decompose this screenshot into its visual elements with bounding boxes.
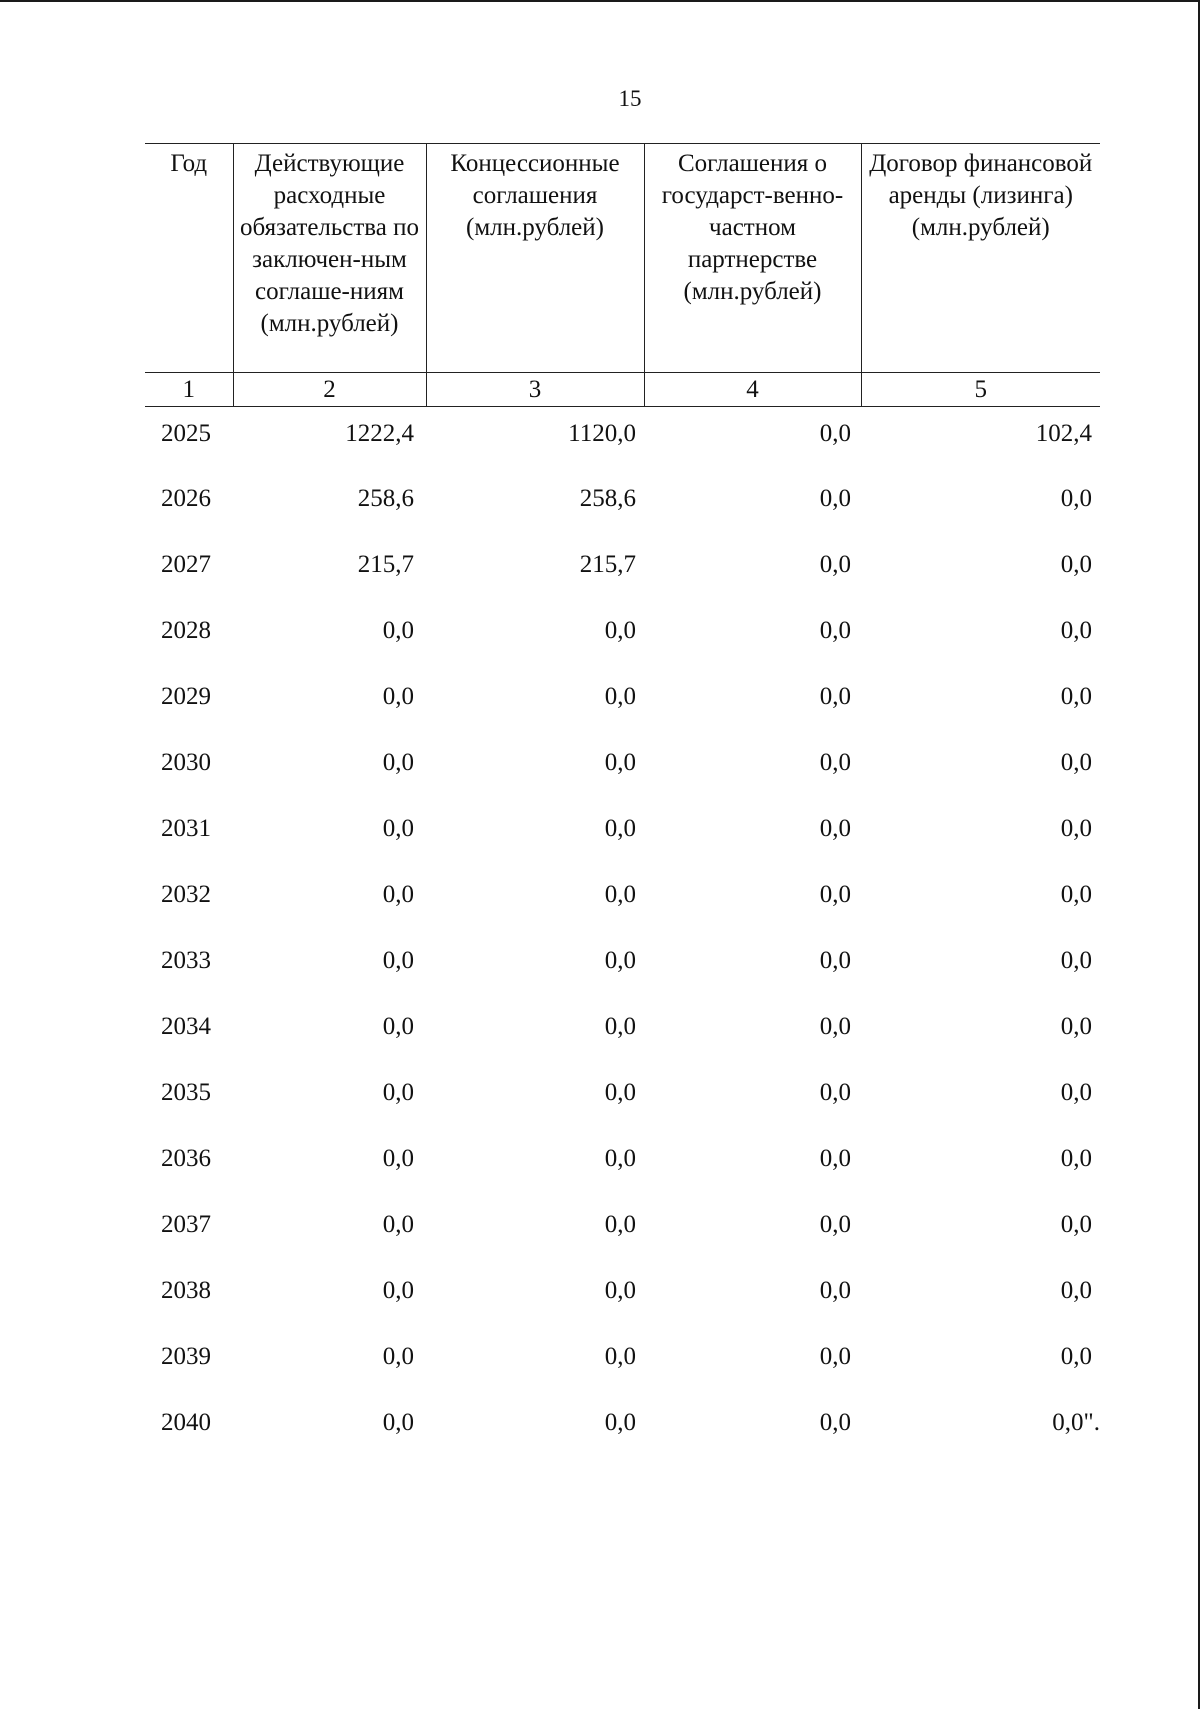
- ppp-cell: 0,0: [819, 1342, 851, 1370]
- year-cell: 2029: [161, 682, 211, 710]
- ppp-cell: 0,0: [819, 420, 851, 447]
- ppp-cell: 0,0: [819, 880, 851, 908]
- current-obligations-cell: 0,0: [382, 682, 414, 710]
- leasing-cell: 0,0: [1060, 748, 1092, 776]
- current-obligations-cell: 0,0: [382, 1078, 414, 1106]
- header-current-obligations: Действующие расходные обязательства по заключен-ным соглаше-ниям (млн.рублей): [233, 144, 426, 373]
- header-leasing-contract: Договор финансовой аренды (лизинга) (млн.рублей): [861, 144, 1100, 373]
- table-row: [145, 1199, 1100, 1265]
- ppp-cell: 0,0: [819, 1276, 851, 1304]
- concession-cell: 0,0: [604, 946, 636, 974]
- leasing-cell: 0,0: [1060, 1012, 1092, 1040]
- table-row: [145, 803, 1100, 869]
- concession-cell: 0,0: [604, 1210, 636, 1238]
- table-row: [145, 737, 1100, 803]
- leasing-cell: 0,0: [1060, 484, 1092, 512]
- ppp-cell: 0,0: [819, 1408, 851, 1436]
- year-cell: 2032: [161, 880, 211, 908]
- table-body: [145, 407, 1100, 1463]
- concession-cell: 0,0: [604, 682, 636, 710]
- concession-cell: 1120,0: [568, 420, 636, 447]
- year-cell: 2035: [161, 1078, 211, 1106]
- current-obligations-cell: 0,0: [382, 1342, 414, 1370]
- year-cell: 2037: [161, 1210, 211, 1238]
- current-obligations-cell: 0,0: [382, 1144, 414, 1172]
- table-row: [145, 1133, 1100, 1199]
- year-cell: 2028: [161, 616, 211, 644]
- table-row: [145, 1001, 1100, 1067]
- leasing-cell: 0,0: [1060, 682, 1092, 710]
- table-row: [145, 671, 1100, 737]
- year-cell: 2033: [161, 946, 211, 974]
- ppp-cell: 0,0: [819, 748, 851, 776]
- current-obligations-cell: 258,6: [357, 484, 414, 512]
- year-cell: 2027: [161, 550, 211, 578]
- table-row: [145, 473, 1100, 539]
- leasing-cell: 0,0: [1060, 616, 1092, 644]
- table-row: [145, 935, 1100, 1001]
- concession-cell: 0,0: [604, 748, 636, 776]
- concession-cell: 0,0: [604, 880, 636, 908]
- year-cell: 2030: [161, 748, 211, 776]
- ppp-cell: 0,0: [819, 1210, 851, 1238]
- leasing-cell: 0,0: [1060, 814, 1092, 842]
- concession-cell: 0,0: [604, 1078, 636, 1106]
- ppp-cell: 0,0: [819, 550, 851, 578]
- current-obligations-cell: 0,0: [382, 1210, 414, 1238]
- current-obligations-cell: 0,0: [382, 1408, 414, 1436]
- header-year: Год: [145, 144, 233, 373]
- column-number: 4: [644, 373, 861, 407]
- leasing-cell: 0,0: [1060, 1276, 1092, 1304]
- leasing-cell: 0,0".: [1052, 1408, 1100, 1436]
- concession-cell: 0,0: [604, 1408, 636, 1436]
- concession-cell: 0,0: [604, 1012, 636, 1040]
- table-row: [145, 1067, 1100, 1133]
- year-cell: 2039: [161, 1342, 211, 1370]
- year-cell: 2038: [161, 1276, 211, 1304]
- leasing-cell: 0,0: [1060, 1078, 1092, 1106]
- column-number-row: [145, 373, 1100, 407]
- column-number: 5: [861, 373, 1100, 407]
- year-cell: 2036: [161, 1144, 211, 1172]
- year-cell: 2031: [161, 814, 211, 842]
- concession-cell: 0,0: [604, 814, 636, 842]
- current-obligations-cell: 0,0: [382, 1012, 414, 1040]
- header-concession-agreements: Концессионные соглашения (млн.рублей): [426, 144, 644, 373]
- column-number: 2: [233, 373, 426, 407]
- concession-cell: 0,0: [604, 616, 636, 644]
- current-obligations-cell: 0,0: [382, 1276, 414, 1304]
- leasing-cell: 0,0: [1060, 880, 1092, 908]
- column-number: 3: [426, 373, 644, 407]
- table-row: [145, 539, 1100, 605]
- concession-cell: 258,6: [579, 484, 636, 512]
- ppp-cell: 0,0: [819, 1012, 851, 1040]
- current-obligations-cell: 0,0: [382, 946, 414, 974]
- table-row: [145, 407, 1100, 473]
- table-row: [145, 1331, 1100, 1397]
- year-cell: 2034: [161, 1012, 211, 1040]
- table-row: [145, 605, 1100, 671]
- ppp-cell: 0,0: [819, 946, 851, 974]
- column-number: 1: [145, 373, 233, 407]
- ppp-cell: 0,0: [819, 484, 851, 512]
- current-obligations-cell: 0,0: [382, 616, 414, 644]
- leasing-cell: 0,0: [1060, 550, 1092, 578]
- ppp-cell: 0,0: [819, 814, 851, 842]
- current-obligations-cell: 215,7: [357, 550, 414, 578]
- table-header-row: [145, 144, 1100, 373]
- current-obligations-cell: 0,0: [382, 748, 414, 776]
- current-obligations-cell: 1222,4: [345, 420, 414, 447]
- table-row: [145, 1397, 1100, 1463]
- table-row: [145, 869, 1100, 935]
- leasing-cell: 0,0: [1060, 946, 1092, 974]
- table-row: [145, 1265, 1100, 1331]
- ppp-cell: 0,0: [819, 616, 851, 644]
- leasing-cell: 0,0: [1060, 1342, 1092, 1370]
- concession-cell: 0,0: [604, 1342, 636, 1370]
- concession-cell: 215,7: [579, 550, 636, 578]
- year-cell: 2025: [161, 420, 211, 447]
- current-obligations-cell: 0,0: [382, 880, 414, 908]
- year-cell: 2026: [161, 484, 211, 512]
- leasing-cell: 0,0: [1060, 1210, 1092, 1238]
- ppp-cell: 0,0: [819, 1078, 851, 1106]
- ppp-cell: 0,0: [819, 1144, 851, 1172]
- page-number: 15: [618, 86, 642, 111]
- current-obligations-cell: 0,0: [382, 814, 414, 842]
- leasing-cell: 102,4: [1035, 420, 1092, 447]
- leasing-cell: 0,0: [1060, 1144, 1092, 1172]
- year-cell: 2040: [161, 1408, 211, 1436]
- header-ppp-agreements: Соглашения о государст-венно-частном партнерстве (млн.рублей): [644, 144, 861, 373]
- concession-cell: 0,0: [604, 1276, 636, 1304]
- ppp-cell: 0,0: [819, 682, 851, 710]
- concession-cell: 0,0: [604, 1144, 636, 1172]
- scan-border-top: [0, 0, 1200, 2]
- financing-table-container: [145, 143, 1100, 1463]
- financing-table: [145, 143, 1100, 1463]
